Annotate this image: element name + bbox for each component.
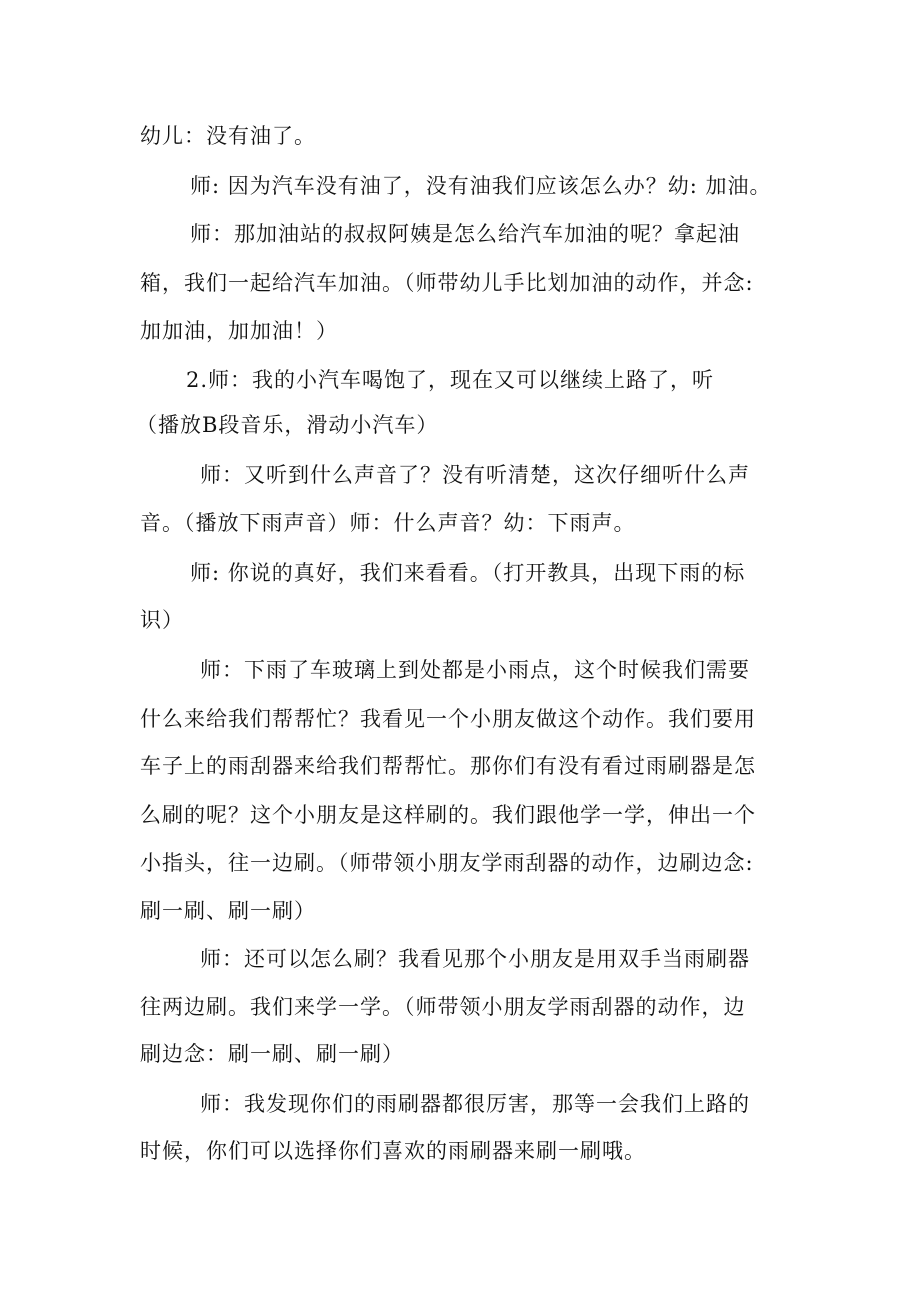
text-line: 刷边念：刷一刷、刷一刷） xyxy=(140,1042,404,1066)
text-line: 加加油，加加油！） xyxy=(140,319,338,343)
text-line: 音。（播放下雨声音）师：什么声音？幼：下雨声。 xyxy=(140,511,636,535)
text-line: 往两边刷。我们来学一学。（师带领小朋友学雨刮器的动作，边 xyxy=(140,995,746,1019)
text-line: （播放B段音乐，滑动小汽车） xyxy=(136,413,439,437)
text-line: 师: 你说的真好，我们来看看。（打开教具，出现下雨的标 xyxy=(190,561,746,585)
text-line: 师：下雨了车玻璃上到处都是小雨点，这个时候我们需要 xyxy=(200,658,750,682)
text-line: 么刷的呢？这个小朋友是这样刷的。我们跟他学一学，伸出一个 xyxy=(140,803,756,827)
text-line: 师：那加油站的叔叔阿姨是怎么给汽车加油的呢？拿起油 xyxy=(190,222,740,246)
text-line: 师：我发现你们的雨刷器都很厉害，那等一会我们上路的 xyxy=(200,1092,750,1116)
text-line: 师: 因为汽车没有油了，没有油我们应该怎么办？幼: 加油。 xyxy=(190,174,772,198)
text-line: 师：又听到什么声音了？没有听清楚，这次仔细听什么声 xyxy=(200,463,750,487)
text-line: 什么来给我们帮帮忙？我看见一个小朋友做这个动作。我们要用 xyxy=(140,707,756,731)
text-line: 车子上的雨刮器来给我们帮帮忙。那你们有没有看过雨刷器是怎 xyxy=(140,754,756,778)
text-line: 幼儿：没有油了。 xyxy=(140,124,316,148)
text-line: 识） xyxy=(140,608,184,632)
text-line: 小指头，往一边刷。（师带领小朋友学雨刮器的动作，边刷边念: xyxy=(140,851,754,875)
text-line: 时候，你们可以选择你们喜欢的雨刷器来刷一刷哦。 xyxy=(140,1139,646,1163)
text-line: 刷一刷、刷一刷） xyxy=(140,899,316,923)
text-line: 2.师：我的小汽车喝饱了，现在又可以继续上路了，听 xyxy=(186,368,715,392)
text-line: 箱，我们一起给汽车加油。（师带幼儿手比划加油的动作，并念: xyxy=(140,271,754,295)
text-line: 师：还可以怎么刷？我看见那个小朋友是用双手当雨刷器 xyxy=(200,947,750,971)
